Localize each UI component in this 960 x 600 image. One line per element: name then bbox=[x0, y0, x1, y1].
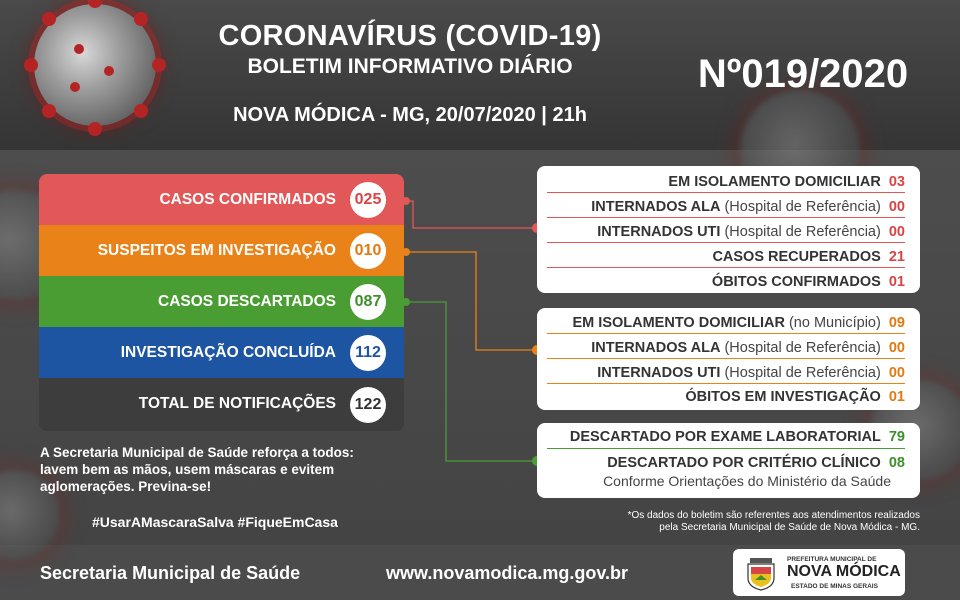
detail-value: 01 bbox=[888, 274, 905, 290]
footer-website-link[interactable]: www.novamodica.mg.gov.br bbox=[386, 563, 629, 583]
summary-row-confirmed bbox=[39, 174, 404, 225]
coat-of-arms-icon bbox=[742, 554, 780, 592]
divider bbox=[547, 267, 905, 268]
detail-value: 01 bbox=[888, 389, 905, 405]
summary-value: 112 bbox=[350, 335, 386, 371]
suspect-details-box bbox=[537, 308, 920, 410]
footer-department: Secretaria Municipal de Saúde bbox=[40, 563, 301, 583]
detail-item bbox=[547, 249, 905, 265]
detail-item bbox=[547, 429, 905, 445]
page-subtitle: BOLETIM INFORMATIVO DIÁRIO bbox=[247, 55, 573, 78]
detail-sublabel: (Hospital de Referência) bbox=[724, 224, 881, 240]
detail-label: CASOS RECUPERADOS bbox=[712, 249, 881, 265]
summary-row-concluded bbox=[39, 327, 404, 378]
detail-sublabel: (Hospital de Referência) bbox=[724, 365, 881, 381]
detail-value: 21 bbox=[888, 249, 905, 265]
detail-item bbox=[547, 365, 905, 381]
footnote-line: *Os dados do boletim são referentes aos atendimentos realizados bbox=[627, 510, 920, 521]
detail-item bbox=[547, 340, 905, 356]
detail-item bbox=[547, 274, 905, 290]
health-message bbox=[40, 444, 400, 495]
location-date: NOVA MÓDICA - MG, 20/07/2020 | 21h bbox=[233, 104, 587, 126]
detail-label: DESCARTADO POR CRITÉRIO CLÍNICO bbox=[607, 455, 881, 471]
summary-row-discarded bbox=[39, 276, 404, 327]
discarded-note: Conforme Orientações do Ministério da Saúde bbox=[603, 473, 891, 489]
divider bbox=[547, 217, 905, 218]
detail-sublabel: (no Município) bbox=[788, 315, 881, 331]
summary-value: 087 bbox=[350, 284, 386, 320]
detail-item bbox=[547, 199, 905, 215]
divider bbox=[547, 242, 905, 243]
detail-value: 09 bbox=[888, 315, 905, 331]
health-message-line: A Secretaria Municipal de Saúde reforça a todos: bbox=[40, 445, 354, 460]
connector-suspect bbox=[404, 252, 537, 350]
health-message-line: aglomerações. Previna-se! bbox=[40, 479, 212, 494]
confirmed-details-box bbox=[537, 166, 920, 293]
detail-label: INTERNADOS ALA bbox=[591, 340, 721, 356]
detail-sublabel: (Hospital de Referência) bbox=[724, 199, 881, 215]
detail-label: INTERNADOS UTI bbox=[597, 365, 721, 381]
summary-value: 025 bbox=[350, 182, 386, 218]
summary-label: CASOS CONFIRMADOS bbox=[159, 191, 336, 208]
detail-label: ÓBITOS EM INVESTIGAÇÃO bbox=[685, 389, 881, 405]
detail-value: 00 bbox=[888, 365, 905, 381]
summary-row-total bbox=[39, 378, 404, 431]
divider bbox=[547, 358, 905, 359]
summary-value: 010 bbox=[350, 233, 386, 269]
summary-row-suspects bbox=[39, 225, 404, 276]
data-footnote bbox=[560, 510, 920, 534]
summary-label: TOTAL DE NOTIFICAÇÕES bbox=[138, 395, 336, 412]
health-message-line: lavem bem as mãos, usem máscaras e evitem bbox=[40, 462, 335, 477]
detail-label: EM ISOLAMENTO DOMICILIAR bbox=[668, 174, 881, 190]
footnote-line: pela Secretaria Municipal de Saúde de Nova Módica - MG. bbox=[659, 522, 920, 533]
detail-value: 00 bbox=[888, 224, 905, 240]
summary-label: SUSPEITOS EM INVESTIGAÇÃO bbox=[97, 242, 336, 259]
detail-sublabel: (Hospital de Referência) bbox=[724, 340, 881, 356]
bulletin-number: Nº019/2020 bbox=[697, 52, 909, 96]
divider bbox=[547, 383, 905, 384]
divider bbox=[547, 192, 905, 193]
detail-label: DESCARTADO POR EXAME LABORATORIAL bbox=[569, 429, 881, 445]
page-title: CORONAVÍRUS (COVID-19) bbox=[218, 20, 602, 52]
municipality-logo bbox=[733, 549, 905, 596]
detail-label: EM ISOLAMENTO DOMICILIAR bbox=[572, 315, 785, 331]
detail-label: INTERNADOS UTI bbox=[597, 224, 721, 240]
logo-city: NOVA MÓDICA bbox=[787, 563, 901, 580]
detail-value: 08 bbox=[888, 455, 905, 471]
summary-label: CASOS DESCARTADOS bbox=[158, 293, 336, 310]
detail-label: INTERNADOS ALA bbox=[591, 199, 721, 215]
detail-value: 79 bbox=[888, 429, 905, 445]
logo-prefecture: PREFEITURA MUNICIPAL DE bbox=[787, 556, 877, 563]
discarded-details-box bbox=[537, 423, 920, 498]
divider bbox=[547, 448, 905, 449]
detail-item bbox=[547, 455, 905, 471]
hashtags: #UsarAMascaraSalva #FiqueEmCasa bbox=[92, 514, 338, 530]
summary-panel bbox=[39, 174, 404, 431]
connector-confirmed bbox=[404, 201, 537, 228]
divider bbox=[547, 333, 905, 334]
summary-label: INVESTIGAÇÃO CONCLUÍDA bbox=[120, 344, 336, 361]
detail-value: 00 bbox=[888, 340, 905, 356]
detail-item bbox=[547, 389, 905, 405]
detail-label: ÓBITOS CONFIRMADOS bbox=[711, 274, 881, 290]
detail-item bbox=[547, 315, 905, 331]
logo-state: ESTADO DE MINAS GERAIS bbox=[791, 583, 878, 590]
detail-item bbox=[547, 174, 905, 190]
detail-value: 03 bbox=[888, 174, 905, 190]
summary-value: 122 bbox=[350, 387, 386, 423]
detail-value: 00 bbox=[888, 199, 905, 215]
detail-item bbox=[547, 224, 905, 240]
connector-discarded bbox=[404, 302, 537, 461]
